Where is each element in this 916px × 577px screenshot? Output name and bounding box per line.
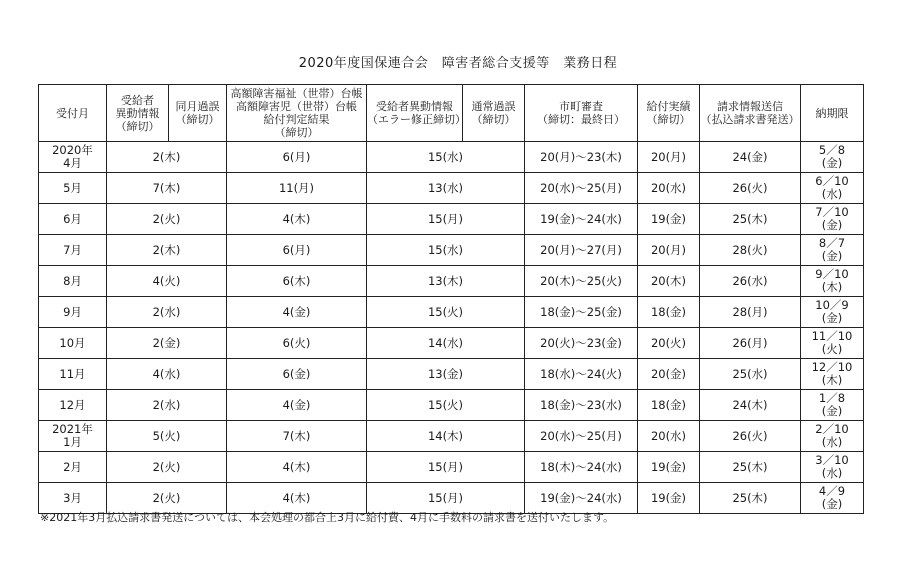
table-cell: 8月: [39, 266, 107, 297]
table-cell: 5月: [39, 173, 107, 204]
table-cell: 12／10 (木): [801, 359, 864, 390]
table-row: [39, 452, 864, 483]
table-cell: 18(金): [638, 297, 700, 328]
table-row: [39, 266, 864, 297]
table-cell: 20(火): [638, 328, 700, 359]
table-cell: 2(木): [107, 235, 227, 266]
header-cell: 受給者異動情報 （エラー修正締切）: [367, 85, 463, 142]
table-cell: 6(月): [227, 235, 367, 266]
table-cell: 19(金)～24(水): [525, 483, 638, 514]
table-cell: 25(木): [700, 452, 801, 483]
table-cell: 15(月): [367, 483, 525, 514]
table-cell: 15(火): [367, 390, 525, 421]
table-cell: 20(水): [638, 173, 700, 204]
header-cell: 同月過誤 （締切）: [169, 85, 227, 142]
page-title: 2020年度国保連合会 障害者総合支援等 業務日程: [298, 56, 618, 71]
table-row: [39, 297, 864, 328]
table-cell: 18(水)～24(火): [525, 359, 638, 390]
header-cell: 受付月: [39, 85, 107, 142]
table-cell: 20(金): [638, 359, 700, 390]
schedule-table: [38, 84, 864, 514]
table-cell: 4(水): [107, 359, 227, 390]
table-cell: 4／9 (金): [801, 483, 864, 514]
table-cell: 28(月): [700, 297, 801, 328]
table-cell: 25(水): [700, 359, 801, 390]
table-cell: 20(木): [638, 266, 700, 297]
table-cell: 15(火): [367, 297, 525, 328]
header-cell: 通常過誤 （締切）: [463, 85, 525, 142]
table-cell: 11月: [39, 359, 107, 390]
table-cell: 10月: [39, 328, 107, 359]
table-cell: 6月: [39, 204, 107, 235]
table-cell: 20(月): [638, 235, 700, 266]
table-cell: 6(月): [227, 142, 367, 173]
table-cell: 15(月): [367, 204, 525, 235]
header-cell: 給付実績 （締切）: [638, 85, 700, 142]
table-cell: 20(月): [638, 142, 700, 173]
table-cell: 18(金)～25(金): [525, 297, 638, 328]
table-cell: 24(金): [700, 142, 801, 173]
table-row: [39, 328, 864, 359]
table-cell: 26(火): [700, 173, 801, 204]
table-cell: 2021年 1月: [39, 421, 107, 452]
table-cell: 2020年 4月: [39, 142, 107, 173]
table-row: [39, 204, 864, 235]
table-cell: 12月: [39, 390, 107, 421]
table-row: [39, 142, 864, 173]
header-cell: 受給者 異動情報 （締切）: [107, 85, 169, 142]
table-cell: 20(火)～23(金): [525, 328, 638, 359]
header-cell: 請求情報送信 （払込請求書発送）: [700, 85, 801, 142]
header-cell: 納期限: [801, 85, 864, 142]
table-cell: 2(火): [107, 483, 227, 514]
table-cell: 9／10 (木): [801, 266, 864, 297]
table-cell: 20(木)～25(火): [525, 266, 638, 297]
table-cell: 3月: [39, 483, 107, 514]
table-cell: 14(水): [367, 328, 525, 359]
table-cell: 11(月): [227, 173, 367, 204]
table-cell: 4(金): [227, 297, 367, 328]
table-cell: 7(木): [107, 173, 227, 204]
table-cell: 6(火): [227, 328, 367, 359]
table-cell: 2(火): [107, 204, 227, 235]
table-cell: 6／10 (水): [801, 173, 864, 204]
table-cell: 19(金): [638, 452, 700, 483]
table-cell: 6(木): [227, 266, 367, 297]
table-cell: 18(木)～24(水): [525, 452, 638, 483]
table-cell: 18(金)～23(水): [525, 390, 638, 421]
table-cell: 5(火): [107, 421, 227, 452]
table-cell: 7／10 (金): [801, 204, 864, 235]
table-row: [39, 359, 864, 390]
table-cell: 15(水): [367, 235, 525, 266]
table-cell: 2(水): [107, 390, 227, 421]
table-cell: 14(木): [367, 421, 525, 452]
table-cell: 26(水): [700, 266, 801, 297]
table-cell: 11／10 (火): [801, 328, 864, 359]
table-cell: 13(金): [367, 359, 525, 390]
table-cell: 2(金): [107, 328, 227, 359]
table-cell: 26(月): [700, 328, 801, 359]
table-cell: 2月: [39, 452, 107, 483]
table-row: [39, 421, 864, 452]
table-cell: 5／8 (金): [801, 142, 864, 173]
footnote: ※2021年3月払込請求書発送については、本会処理の都合上3月に給付費、4月に手数料の請求書を送付いたします。: [40, 511, 615, 524]
table-cell: 18(金): [638, 390, 700, 421]
table-cell: 26(火): [700, 421, 801, 452]
table-cell: 4(火): [107, 266, 227, 297]
table-row: [39, 235, 864, 266]
table-cell: 2(木): [107, 142, 227, 173]
table-row: [39, 173, 864, 204]
table-cell: 20(月)～23(木): [525, 142, 638, 173]
table-cell: 20(水): [638, 421, 700, 452]
table-cell: 8／7 (金): [801, 235, 864, 266]
table-row: [39, 390, 864, 421]
table-cell: 4(木): [227, 483, 367, 514]
table-cell: 13(木): [367, 266, 525, 297]
table-cell: 2／10 (水): [801, 421, 864, 452]
table-cell: 4(木): [227, 452, 367, 483]
table-cell: 25(木): [700, 483, 801, 514]
table-cell: 2(水): [107, 297, 227, 328]
table-cell: 13(水): [367, 173, 525, 204]
table-cell: 15(水): [367, 142, 525, 173]
table-cell: 19(金): [638, 204, 700, 235]
table-cell: 20(水)～25(月): [525, 173, 638, 204]
table-cell: 2(火): [107, 452, 227, 483]
table-cell: 20(水)～25(月): [525, 421, 638, 452]
table-cell: 3／10 (水): [801, 452, 864, 483]
header-cell: 高額障害福祉（世帯）台帳 高額障害児（世帯）台帳 給付判定結果 （締切）: [227, 85, 367, 142]
table-cell: 20(月)～27(月): [525, 235, 638, 266]
table-cell: 15(月): [367, 452, 525, 483]
table-cell: 9月: [39, 297, 107, 328]
table-cell: 25(木): [700, 204, 801, 235]
table-cell: 19(金)～24(水): [525, 204, 638, 235]
table-cell: 6(金): [227, 359, 367, 390]
table-cell: 19(金): [638, 483, 700, 514]
table-cell: 7月: [39, 235, 107, 266]
table-cell: 7(木): [227, 421, 367, 452]
table-cell: 4(金): [227, 390, 367, 421]
table-cell: 4(木): [227, 204, 367, 235]
table-cell: 28(火): [700, 235, 801, 266]
table-cell: 1／8 (金): [801, 390, 864, 421]
table-cell: 10／9 (金): [801, 297, 864, 328]
table-cell: 24(木): [700, 390, 801, 421]
header-cell: 市町審査 （締切：最終日）: [525, 85, 638, 142]
header-row: [39, 85, 864, 142]
